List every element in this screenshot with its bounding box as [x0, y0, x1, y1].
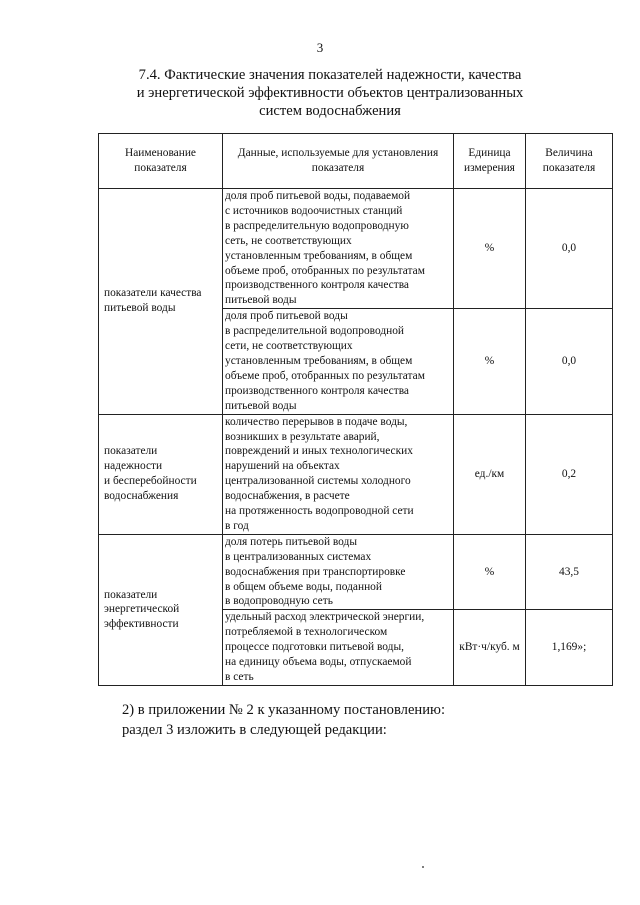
indicator-unit: ед./км	[454, 414, 526, 534]
indicator-source-data: количество перерывов в подаче воды, возникших в результате аварий, повреждений и иных технологических нарушений на объектах централизованной системы холодного водоснабжения, в расчете на протяженность водопроводной сети в год	[223, 414, 454, 534]
indicator-group-name: показатели качества питьевой воды	[99, 189, 223, 415]
indicator-source-data: удельный расход электрической энергии, потребляемой в технологическом процессе подготовки питьевой воды, на единицу объема воды, отпускаемой в сеть	[223, 610, 454, 686]
closing-paragraph	[122, 700, 445, 740]
indicators-table	[98, 133, 613, 686]
section-heading	[100, 66, 560, 120]
header-indicator-name: Наименование показателя	[99, 134, 223, 189]
indicator-unit: %	[454, 309, 526, 414]
indicator-source-data: доля проб питьевой воды в распределительной водопроводной сети, не соответствующих установленным требованиям, в общем объеме проб, отобранных по результатам производственного контроля качества питьевой воды	[223, 309, 454, 414]
indicator-group-name: показатели энергетической эффективности	[99, 534, 223, 685]
closing-line: раздел 3 изложить в следующей редакции:	[122, 722, 387, 738]
page-number: 3	[316, 40, 324, 55]
indicator-value: 43,5	[526, 534, 613, 610]
indicator-value: 0,2	[526, 414, 613, 534]
table-row	[99, 534, 613, 610]
heading-line: и энергетической эффективности объектов централизованных	[136, 85, 524, 101]
header-value: Величина показателя	[526, 134, 613, 189]
header-unit: Единица измерения	[454, 134, 526, 189]
table-header-row	[99, 134, 613, 189]
closing-line: 2) в приложении № 2 к указанному постановлению:	[122, 702, 446, 718]
indicator-unit: %	[454, 189, 526, 309]
heading-line: систем водоснабжения	[259, 103, 401, 119]
indicator-unit: кВт·ч/куб. м	[454, 610, 526, 686]
table-row	[99, 189, 613, 309]
indicator-group-name: показатели надежности и бесперебойности водоснабжения	[99, 414, 223, 534]
indicator-value: 0,0	[526, 189, 613, 309]
heading-line: 7.4. Фактические значения показателей надежности, качества	[138, 67, 522, 83]
indicator-source-data: доля потерь питьевой воды в централизованных системах водоснабжения при транспортировке в общем объеме воды, поданной в водопроводную сеть	[223, 534, 454, 610]
indicator-unit: %	[454, 534, 526, 610]
header-source-data: Данные, используемые для установления показателя	[223, 134, 454, 189]
scan-speck	[422, 866, 424, 868]
indicator-value: 0,0	[526, 309, 613, 414]
indicator-value: 1,169»;	[526, 610, 613, 686]
indicator-source-data: доля проб питьевой воды, подаваемой с источников водоочистных станций в распределительную водопроводную сеть, не соответствующих установленным требованиям, в общем объеме проб, отобранных по результатам производственного контроля качества питьевой воды	[223, 189, 454, 309]
table-row	[99, 414, 613, 534]
